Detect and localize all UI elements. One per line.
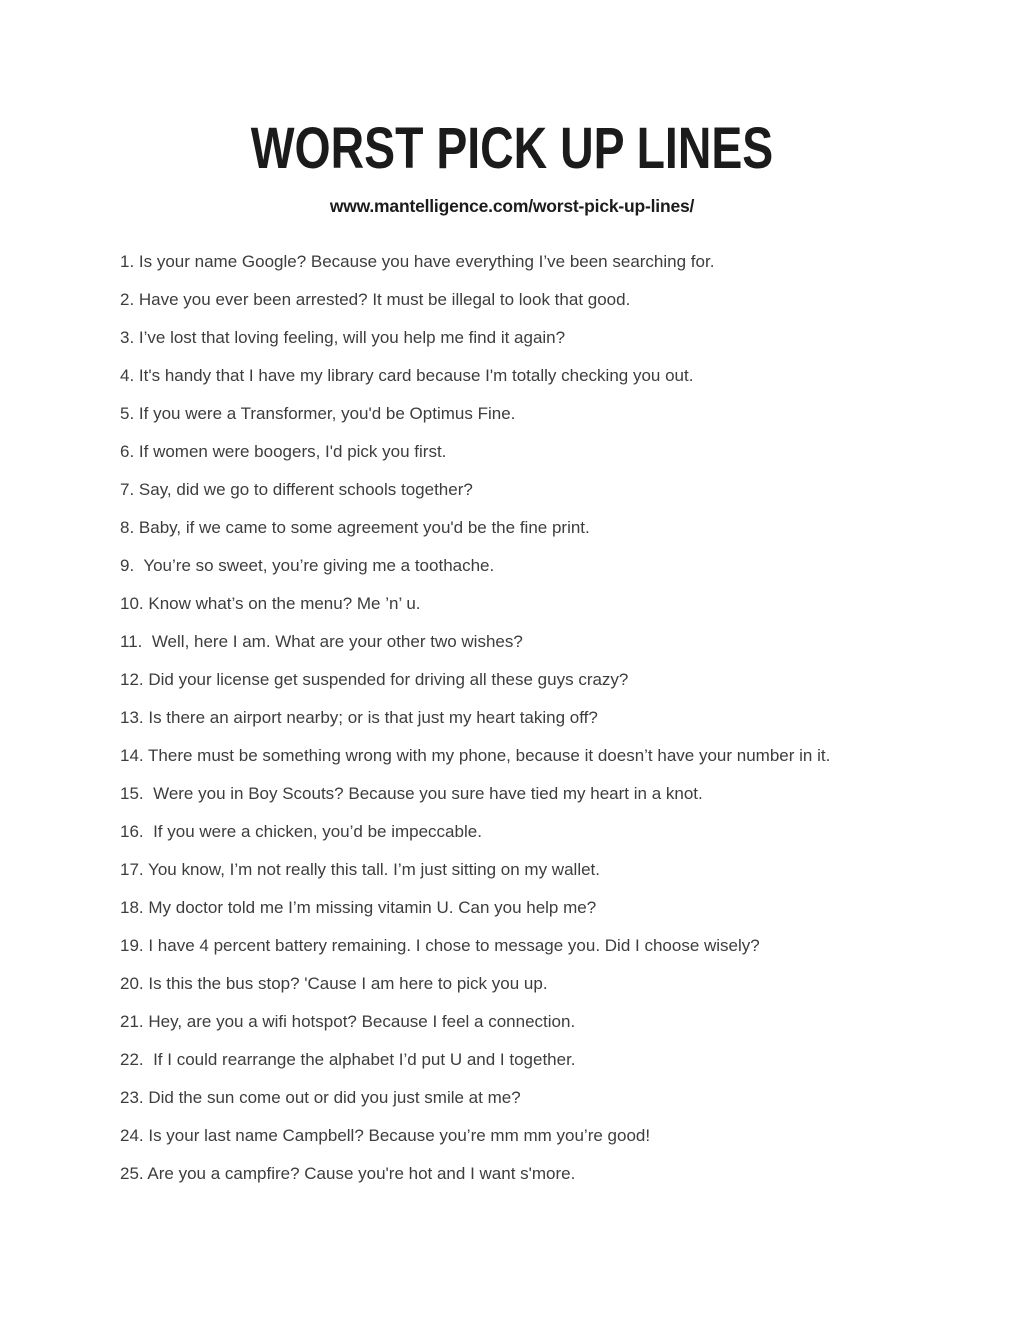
list-item: 10. Know what’s on the menu? Me ’n’ u. — [120, 594, 421, 613]
list-item: 23. Did the sun come out or did you just smile at me? — [120, 1088, 521, 1107]
list-item: 17. You know, I’m not really this tall. I’m just sitting on my wallet. — [120, 860, 600, 879]
list-item: 21. Hey, are you a wifi hotspot? Because I feel a connection. — [120, 1012, 576, 1031]
pickup-lines-list — [0, 251, 1024, 1184]
list-item: 15. Were you in Boy Scouts? Because you sure have tied my heart in a knot. — [120, 784, 703, 803]
list-item: 12. Did your license get suspended for driving all these guys crazy? — [120, 670, 629, 689]
list-item: 19. I have 4 percent battery remaining. I chose to message you. Did I choose wisely? — [120, 936, 760, 955]
list-item: 24. Is your last name Campbell? Because you’re mm mm you’re good! — [120, 1126, 651, 1145]
list-item: 9. You’re so sweet, you’re giving me a toothache. — [120, 556, 495, 575]
list-item: 5. If you were a Transformer, you'd be Optimus Fine. — [120, 404, 516, 423]
page-title: WORST PICK UP LINES — [250, 116, 774, 181]
list-item: 20. Is this the bus stop? 'Cause I am here to pick you up. — [120, 974, 548, 993]
list-item: 18. My doctor told me I’m missing vitamin U. Can you help me? — [120, 898, 597, 917]
list-item: 13. Is there an airport nearby; or is that just my heart taking off? — [120, 708, 598, 727]
list-item: 7. Say, did we go to different schools together? — [120, 480, 473, 499]
list-item: 11. Well, here I am. What are your other two wishes? — [120, 632, 523, 651]
list-item: 6. If women were boogers, I'd pick you first. — [120, 442, 447, 461]
source-url: www.mantelligence.com/worst-pick-up-lines/ — [329, 196, 695, 216]
list-item: 25. Are you a campfire? Cause you're hot and I want s'more. — [120, 1164, 576, 1183]
list-item: 14. There must be something wrong with my phone, because it doesn’t have your number in it. — [120, 746, 831, 765]
list-item: 1. Is your name Google? Because you have everything I’ve been searching for. — [120, 252, 715, 271]
list-item: 22. If I could rearrange the alphabet I’d put U and I together. — [120, 1050, 576, 1069]
list-item: 2. Have you ever been arrested? It must be illegal to look that good. — [120, 290, 631, 309]
list-item: 4. It's handy that I have my library card because I'm totally checking you out. — [120, 366, 694, 385]
list-item: 8. Baby, if we came to some agreement you'd be the fine print. — [120, 518, 590, 537]
list-item: 3. I’ve lost that loving feeling, will you help me find it again? — [120, 328, 566, 347]
list-item: 16. If you were a chicken, you’d be impeccable. — [120, 822, 482, 841]
